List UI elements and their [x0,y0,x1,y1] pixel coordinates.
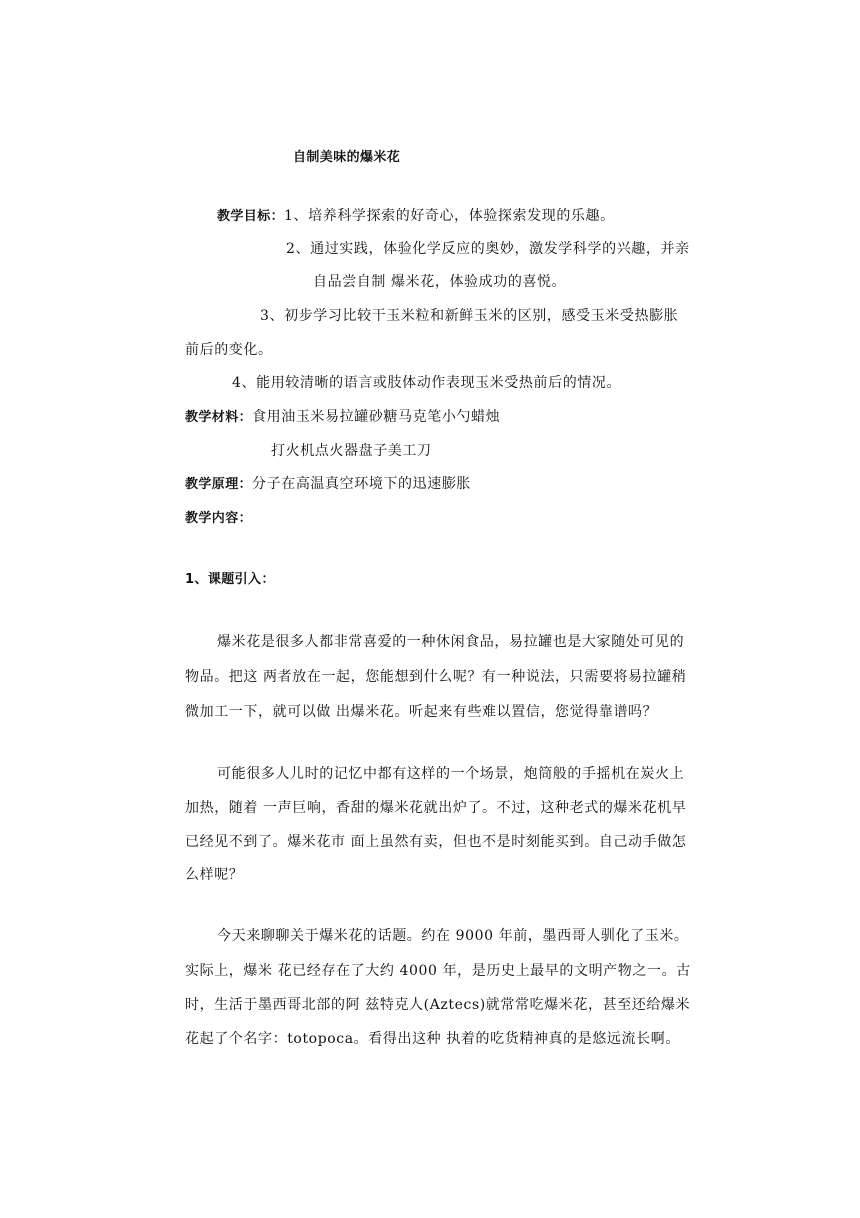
goals-item-1 [217,207,615,226]
principle-line [185,475,471,494]
paragraph-1-line-1: 爆米花是很多人都非常喜爱的一种休闲食品，易拉罐也是大家随处可见的 [217,634,685,650]
principle-label: 教学原理： [185,477,253,492]
paragraph-1-line-2: 物品。把这 两者放在一起，您能想到什么呢？有一种说法，只需要将易拉罐稍 [185,669,687,685]
paragraph-3-line-3: 时，生活于墨西哥北部的阿 兹特克人(Aztecs)就常常吃爆米花，甚至还给爆米 [185,997,691,1013]
materials-line-2: 打火机点火器盘子美工刀 [271,443,432,459]
principle-text: 分子在高温真空环境下的迅速膨胀 [252,476,472,492]
paragraph-3-line-4: 花起了个名字：totopoca。看得出这种 执着的吃货精神真的是悠远流长啊。 [185,1031,680,1047]
page-title: 自制美味的爆米花 [293,150,401,165]
paragraph-2-line-4: 么样呢？ [185,867,244,883]
paragraph-2-line-2: 加热，随着 一声巨响，香甜的爆米花就出炉了。不过，这种老式的爆米花机早 [185,800,687,816]
goals-item-2-line-1: 2、通过实践，体验化学反应的奥妙，激发学科学的兴趣，并亲 [286,241,690,257]
content-label: 教学内容： [185,511,253,526]
materials-label: 教学材料： [185,410,253,425]
materials-list: 食用油玉米易拉罐砂糖马克笔小勺蜡烛 [252,409,501,425]
goals-item-1-text: 1、培养科学探索的好奇心，体验探索发现的乐趣。 [284,208,615,224]
goals-label: 教学目标： [217,209,285,224]
paragraph-2-line-1: 可能很多人儿时的记忆中都有这样的一个场景，炮筒般的手摇机在炭火上 [217,766,685,782]
section-1-heading: 1、课题引入： [185,572,275,587]
goals-item-3-line-1: 3、初步学习比较干玉米粒和新鲜玉米的区别，感受玉米受热膨胀 [260,308,679,324]
paragraph-2-line-3: 已经见不到了。爆米花市 面上虽然有卖，但也不是时刻能买到。自己动手做怎 [185,834,687,850]
materials-line-1 [185,408,500,427]
goals-item-4: 4、能用较清晰的语言或肢体动作表现玉米受热前后的情况。 [232,375,622,391]
goals-item-3-line-2: 前后的变化。 [185,342,273,358]
paragraph-3-line-1: 今天来聊聊关于爆米花的话题。约在 9000 年前，墨西哥人驯化了玉米。 [217,928,689,944]
goals-item-2-line-2: 自品尝自制 爆米花，体验成功的喜悦。 [313,274,567,290]
paragraph-3-line-2: 实际上，爆米 花已经存在了大约 4000 年，是历史上最早的文明产物之一。古 [185,963,691,979]
paragraph-1-line-3: 微加工一下，就可以做 出爆米花。听起来有些难以置信，您觉得靠谱吗？ [185,704,658,720]
